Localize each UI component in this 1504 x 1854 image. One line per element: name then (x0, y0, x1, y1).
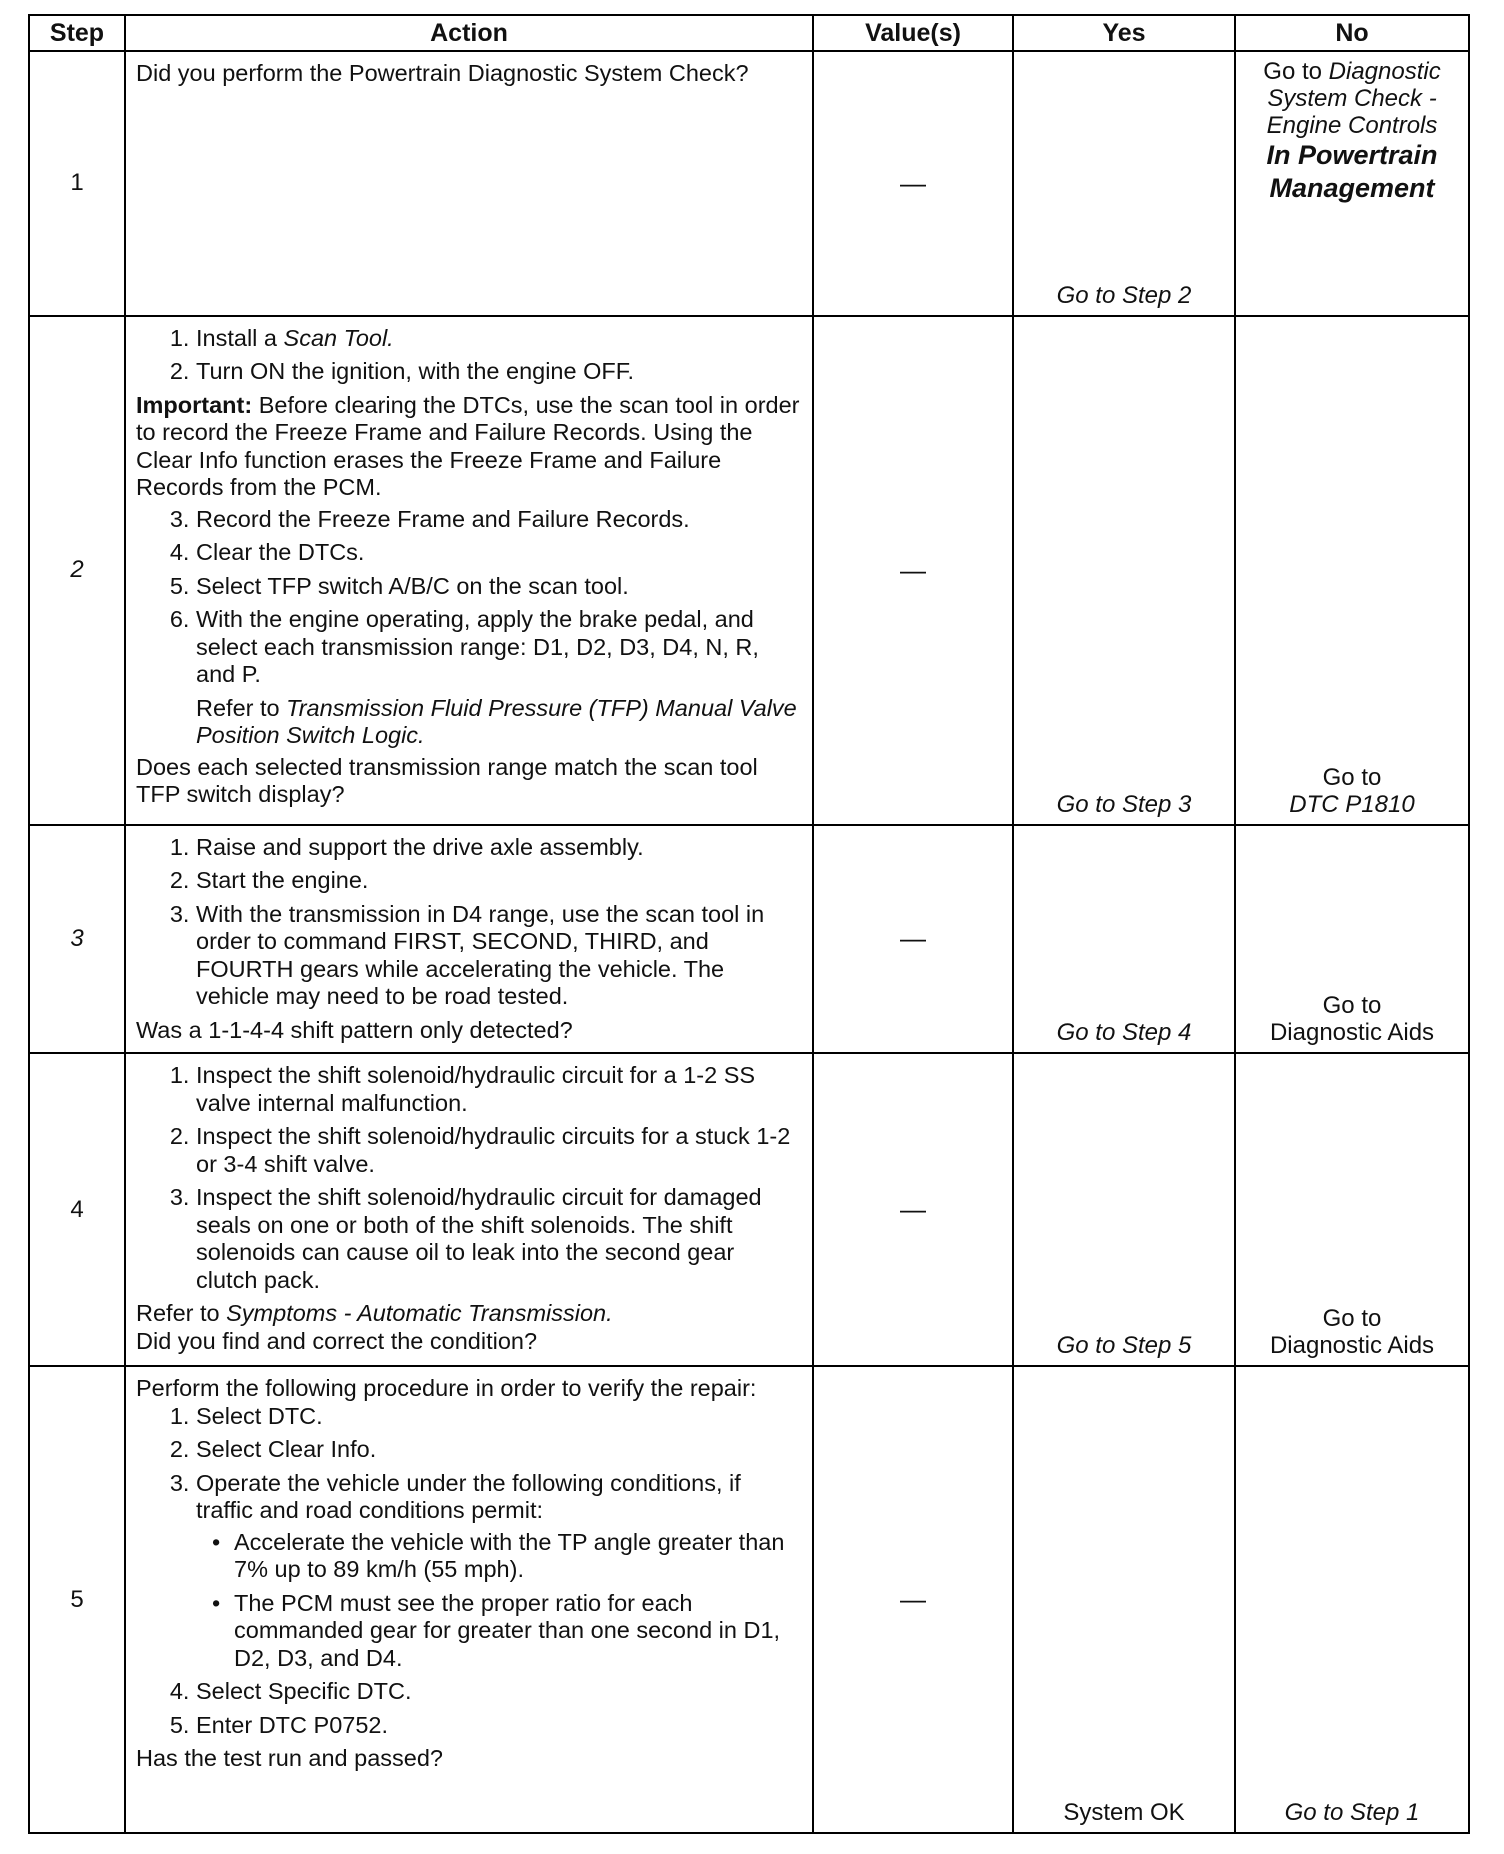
action-cell (125, 316, 813, 825)
yes-result: System OK (1013, 1366, 1235, 1833)
condition-bullets (196, 1529, 802, 1673)
action-step: 2. Start the engine. (196, 867, 802, 895)
no-reference-bold-2: Management (1269, 173, 1435, 203)
action-step: 6. With the engine operating, apply the brake pedal, and select each transmission range: D1, D2, D3, D4, N, R, and P. (196, 606, 802, 689)
diagnostic-table (28, 14, 1470, 1834)
yes-link[interactable]: Go to Step 2 (1013, 51, 1235, 316)
action-step: 2. Inspect the shift solenoid/hydraulic circuits for a stuck 1-2 or 3-4 shift valve. (196, 1123, 802, 1178)
action-step: 1. Install a Scan Tool. (196, 325, 802, 353)
action-intro: Perform the following procedure in order to verify the repair: (136, 1375, 757, 1402)
action-cell (125, 1053, 813, 1366)
action-step: 3. Operate the vehicle under the following conditions, if traffic and road conditions permit: • Accelerate the vehicle with the TP angle greater than 7% up to 89 km/h (55 mph). • The PCM must see the proper ratio for each commanded gear for greater than one second in D1, D2, D3, and D4. (196, 1470, 802, 1673)
action-step: 4. Select Specific DTC. (196, 1678, 802, 1706)
action-steps (136, 1062, 802, 1294)
action-steps (136, 1403, 802, 1740)
refer-note: Refer to Transmission Fluid Pressure (TFP) Manual Valve Position Switch Logic. (196, 694, 797, 749)
header-no: No (1235, 15, 1469, 51)
action-step: 4. Clear the DTCs. (196, 539, 802, 567)
step-number: 5 (29, 1366, 125, 1833)
action-step: 1. Select DTC. (196, 1403, 802, 1431)
action-step: 3. Inspect the shift solenoid/hydraulic circuit for damaged seals on one or both of the shift solenoids. The shift solenoids can cause oil to leak into the second gear clutch pack. (196, 1184, 802, 1294)
header-row (29, 15, 1469, 51)
no-link[interactable]: Go to Diagnostic Aids (1235, 825, 1469, 1053)
yes-link[interactable]: Go to Step 4 (1013, 825, 1235, 1053)
action-steps (136, 325, 802, 386)
no-reference-bold-1: In Powertrain (1266, 140, 1438, 170)
action-question: Did you perform the Powertrain Diagnostic System Check? (136, 60, 749, 86)
header-step: Step (29, 15, 125, 51)
important-note: Important: Before clearing the DTCs, use the scan tool in order to record the Freeze Frame and Failure Records. Using the Clear Info function erases the Freeze Frame and Failure Records from the PCM. (136, 391, 800, 501)
action-cell (125, 825, 813, 1053)
action-step: 2. Turn ON the ignition, with the engine OFF. (196, 358, 802, 386)
value-cell: — (813, 1053, 1013, 1366)
table-row (29, 825, 1469, 1053)
action-question: Has the test run and passed? (136, 1745, 444, 1772)
header-values: Value(s) (813, 15, 1013, 51)
action-question: Did you find and correct the condition? (136, 1327, 538, 1354)
value-cell: — (813, 825, 1013, 1053)
action-step: 1. Raise and support the drive axle assembly. (196, 834, 802, 862)
step-number: 1 (29, 51, 125, 316)
no-link[interactable]: Go to Diagnostic Aids (1235, 1053, 1469, 1366)
action-steps (136, 506, 802, 689)
action-step: 1. Inspect the shift solenoid/hydraulic circuit for a 1-2 SS valve internal malfunction. (196, 1062, 802, 1117)
bullet-item: • Accelerate the vehicle with the TP angle greater than 7% up to 89 km/h (55 mph). (234, 1529, 802, 1584)
action-step: 3. Record the Freeze Frame and Failure Records. (196, 506, 802, 534)
no-link[interactable]: Go to DTC P1810 (1235, 316, 1469, 825)
action-step: 2. Select Clear Info. (196, 1436, 802, 1464)
table-row (29, 1053, 1469, 1366)
no-reference: Diagnostic System Check - Engine Controls (1266, 58, 1441, 139)
value-cell: — (813, 1366, 1013, 1833)
table-row (29, 1366, 1469, 1833)
header-action: Action (125, 15, 813, 51)
yes-link[interactable]: Go to Step 5 (1013, 1053, 1235, 1366)
action-steps (136, 834, 802, 1011)
table-row (29, 51, 1469, 316)
value-cell: — (813, 316, 1013, 825)
step-number: 3 (29, 825, 125, 1053)
action-step: 5. Select TFP switch A/B/C on the scan tool. (196, 573, 802, 601)
step-number: 2 (29, 316, 125, 825)
value-cell: — (813, 51, 1013, 316)
step-number: 4 (29, 1053, 125, 1366)
table-row (29, 316, 1469, 825)
refer-note: Refer to Symptoms - Automatic Transmission. (136, 1300, 613, 1327)
action-step: 5. Enter DTC P0752. (196, 1712, 802, 1740)
header-yes: Yes (1013, 15, 1235, 51)
action-cell (125, 51, 813, 316)
no-link[interactable]: Go to Step 1 (1235, 1366, 1469, 1833)
action-cell (125, 1366, 813, 1833)
action-step: 3. With the transmission in D4 range, use the scan tool in order to command FIRST, SECOND, THIRD, and FOURTH gears while accelerating the vehicle. The vehicle may need to be road tested. (196, 901, 802, 1011)
yes-link[interactable]: Go to Step 3 (1013, 316, 1235, 825)
no-prefix: Go to (1263, 58, 1322, 85)
bullet-item: • The PCM must see the proper ratio for each commanded gear for greater than one second in D1, D2, D3, and D4. (234, 1590, 802, 1673)
action-question: Was a 1-1-4-4 shift pattern only detected? (136, 1016, 573, 1043)
action-question: Does each selected transmission range match the scan tool TFP switch display? (136, 753, 758, 808)
no-link[interactable] (1235, 51, 1469, 316)
